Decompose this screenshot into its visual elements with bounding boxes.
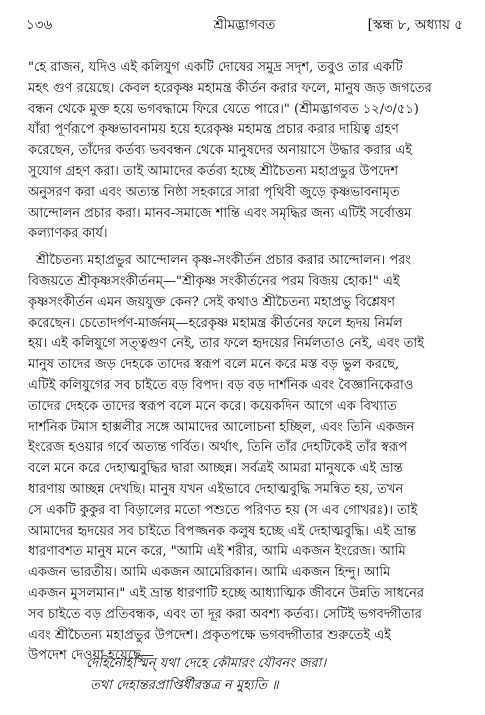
text-line: বন্ধন থেকে মুক্ত হয়ে ভগবদ্ধামে ফিরে যেতে পারে।" (শ্রীমদ্ভাগবত ১২/৩/৫১): [28, 101, 419, 117]
text-line: ধারণাবশত মানুষ মনে করে, "আমি এই শরীর, আমি একজন ইংরেজ। আমি: [28, 544, 406, 560]
text-line: সব চাইতে বড় প্রতিবন্ধক, এবং তা দূর করা অবশ্য কর্তব্য। সেটিই ভগবদ্গীতার: [28, 606, 422, 622]
page-body: [28, 58, 458, 667]
text-line: মহৎ গুণ রয়েছে। কেবল হরেকৃষ্ণ মহামন্ত্র কীর্তন করার ফলে, মানুষ জড় জগতের: [28, 80, 432, 96]
text-line: কল্যাণকর কার্য।: [28, 226, 108, 242]
text-line: শ্রীচৈতন্য মহাপ্রভুর আন্দোলন কৃষ্ণ-সংকীর্তন প্রচার করার আন্দোলন। পরং: [36, 253, 411, 269]
text-line: "হে রাজন, যদিও এই কলিযুগ একটি দোষের সমুদ্র সদৃশ, তবুও তার একটি: [28, 60, 403, 75]
text-line: করেছেন। চেতোদর্পণ-মার্জনম্—হরেকৃষ্ণ মহামন্ত্র কীর্তনের ফলে হৃদয় নির্মল: [28, 315, 403, 331]
text-line: কৃষ্ণসংকীর্তন এমন জয়যুক্ত কেন? সেই কথাও শ্রীচৈতন্য মহাপ্রভু বিশ্লেষণ: [28, 294, 395, 310]
text-line: এবং শ্রীচৈতন্য মহাপ্রভুর উপদেশ। প্রকৃতপক্ষে ভগবদ্গীতার শুরুতেই এই: [28, 627, 391, 643]
paragraph-1: [28, 58, 458, 245]
text-line: মানুষ তাদের জড় দেহকে তাদের স্বরূপ বলে মনে করে মস্ত বড় ভুল করছে,: [28, 357, 400, 373]
paragraph-2: [28, 251, 458, 667]
book-title: শ্রীমদ্ভাগবত: [213, 17, 276, 33]
text-line: দার্শনিক টমাস হাক্সলীর সঙ্গে আমাদের আলোচনা হচ্ছিল, এবং তিনি একজন: [28, 419, 415, 435]
text-line: সে একটি কুকুর বা বিড়ালের মতো পশুতে পরিণত হয় (স এব গোখরঃ)। তাই: [28, 502, 418, 518]
sanskrit-verse: [86, 653, 326, 697]
text-line: যাঁরা পূর্ণরূপে কৃষ্ণভাবনাময় হয়ে হরেকৃষ্ণ মহামন্ত্র প্রচার করার দায়িত্ব গ্রহণ: [28, 122, 399, 138]
text-line: আন্দোলন প্রচার করা। মানব-সমাজে শান্তি এবং সমৃদ্ধির জন্য এটিই সর্বোত্তম: [28, 205, 412, 221]
text-line: আমাদের হৃদয়ের সব চাইতে বিপজ্জনক কলুষ হচ্ছে এই দেহাত্মবুদ্ধি। এই ভ্রান্ত: [28, 523, 417, 539]
text-line: সুযোগ গ্রহণ করা। তাই আমাদের কর্তব্য হচ্ছে শ্রীচৈতন্য মহাপ্রভুর উপদেশ: [28, 163, 399, 179]
text-line: বলে মনে করে দেহাত্মবুদ্ধির দ্বারা আচ্ছন্ন। সর্বত্রই আমরা মানুষকে এই ভ্রান্ত: [28, 461, 403, 477]
text-line: বিজয়তে শ্রীকৃষ্ণসংকীর্তনম্—"শ্রীকৃষ্ণ সংকীর্তনের পরম বিজয় হোক!" এই: [28, 273, 400, 289]
text-line: ইংরেজ হওয়ার গর্বে অত্যন্ত গর্বিত। অর্থাৎ, তিনি তাঁর দেহটিকেই তাঁর স্বরূপ: [28, 440, 408, 456]
text-line: তাদের দেহকে তাদের স্বরূপ বলে মনে করে। কয়েকদিন আগে এক বিখ্যাত: [28, 398, 397, 414]
text-line: ধারণায় আচ্ছন্ন দেখছি। মানুষ যখন এইভাবে দেহাত্মবুদ্ধি সমন্বিত হয়, তখন: [28, 481, 404, 497]
section-reference: [স্কন্ধ ৮, অধ্যায় ৫: [367, 17, 463, 33]
text-line: একজন মুসলমান।" এই ভ্রান্ত ধারণাটি হচ্ছে আধ্যাত্মিক জীবনে উন্নতি সাধনের: [28, 585, 425, 601]
text-line: উপদেশ দেওয়া হয়েছে—: [28, 648, 154, 664]
text-line: এটিই কলিযুগের সব চাইতে বড় বিপদ। বড় বড় দার্শনিক এবং বৈজ্ঞানিকেরাও: [28, 377, 414, 393]
text-line: করেছেন, তাঁদের কর্তব্য ভববন্ধন থেকে মানুষদের অনায়াসে উদ্ধার করার এই: [28, 143, 413, 159]
verse-line-1: দেহিনোহস্মিন্ যথা দেহে কৌমারং যৌবনং জরা।: [86, 656, 327, 671]
verse-line-2: তথা দেহান্তরপ্রাপ্তির্ধীরস্তত্র ন মুহ্যতি ॥: [90, 678, 279, 693]
page-header: [26, 14, 463, 36]
text-line: একজন ভারতীয়। আমি একজন আমেরিকান। আমি একজন হিন্দু। আমি: [28, 565, 391, 581]
page-number: ১৩৬: [26, 17, 53, 33]
text-line: অনুসরণ করা এবং অত্যন্ত নিষ্ঠা সহকারে সারা পৃথিবী জুড়ে কৃষ্ণভাবনামৃত: [28, 184, 400, 200]
text-line: হয়। এই কলিযুগে সত্ত্বগুণ নেই, তার ফলে হৃদয়ের নির্মলতাও নেই, এবং তাই: [28, 336, 424, 352]
